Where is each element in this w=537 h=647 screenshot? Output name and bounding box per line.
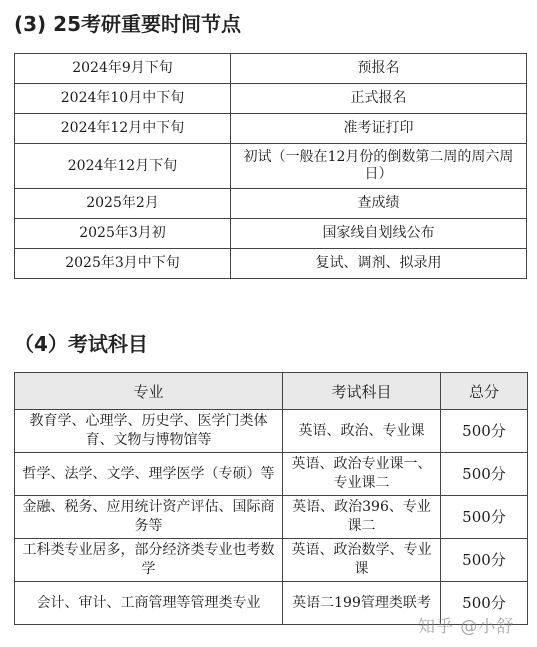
subjects-cell: 英语二199管理类联考 (283, 582, 441, 625)
timeline-event: 准考证打印 (231, 114, 527, 144)
total-cell: 500分 (441, 582, 528, 625)
timeline-date: 2025年3月初 (15, 219, 231, 249)
timeline-event: 正式报名 (231, 84, 527, 114)
subjects-cell: 英语、政治专业课一、专业课二 (283, 453, 441, 496)
timeline-event: 预报名 (231, 54, 527, 84)
timeline-event: 复试、调剂、拟录用 (231, 249, 527, 279)
table-row (15, 144, 527, 189)
major-cell: 会计、审计、工商管理等管理类专业 (15, 582, 283, 625)
major-cell: 教育学、心理学、历史学、医学门类体育、文物与博物馆等 (15, 410, 283, 453)
column-header-subjects: 考试科目 (283, 373, 441, 410)
timeline-date: 2024年9月下旬 (15, 54, 231, 84)
timeline-table (14, 53, 527, 279)
subjects-table (14, 372, 528, 625)
table-row (15, 539, 528, 582)
total-cell: 500分 (441, 453, 528, 496)
zhihu-watermark: 知乎 @小舒 (418, 617, 515, 637)
table-row (15, 114, 527, 144)
section-4-heading: （4）考试科目 (14, 332, 148, 356)
section-3-heading: (3) 25考研重要时间节点 (14, 12, 241, 36)
column-header-total: 总分 (441, 373, 528, 410)
timeline-date: 2024年12月中下旬 (15, 114, 231, 144)
timeline-event: 初试（一般在12月份的倒数第二周的周六周日） (231, 144, 527, 189)
subjects-cell: 英语、政治、专业课 (283, 410, 441, 453)
table-row (15, 219, 527, 249)
table-row (15, 496, 528, 539)
subjects-cell: 英语、政治396、专业课二 (283, 496, 441, 539)
table-row (15, 453, 528, 496)
timeline-date: 2025年2月 (15, 189, 231, 219)
major-cell: 金融、税务、应用统计资产评估、国际商务等 (15, 496, 283, 539)
table-row (15, 84, 527, 114)
table-row (15, 54, 527, 84)
table-header-row (15, 373, 528, 410)
timeline-date: 2024年12月下旬 (15, 144, 231, 189)
total-cell: 500分 (441, 496, 528, 539)
table-row (15, 410, 528, 453)
timeline-date: 2025年3月中下旬 (15, 249, 231, 279)
timeline-event: 国家线自划线公布 (231, 219, 527, 249)
major-cell: 哲学、法学、文学、理学医学（专硕）等 (15, 453, 283, 496)
column-header-major: 专业 (15, 373, 283, 410)
timeline-date: 2024年10月中下旬 (15, 84, 231, 114)
table-row (15, 249, 527, 279)
total-cell: 500分 (441, 539, 528, 582)
major-cell: 工科类专业居多，部分经济类专业也考数学 (15, 539, 283, 582)
timeline-event: 查成绩 (231, 189, 527, 219)
total-cell: 500分 (441, 410, 528, 453)
table-row (15, 189, 527, 219)
subjects-cell: 英语、政治数学、专业课 (283, 539, 441, 582)
